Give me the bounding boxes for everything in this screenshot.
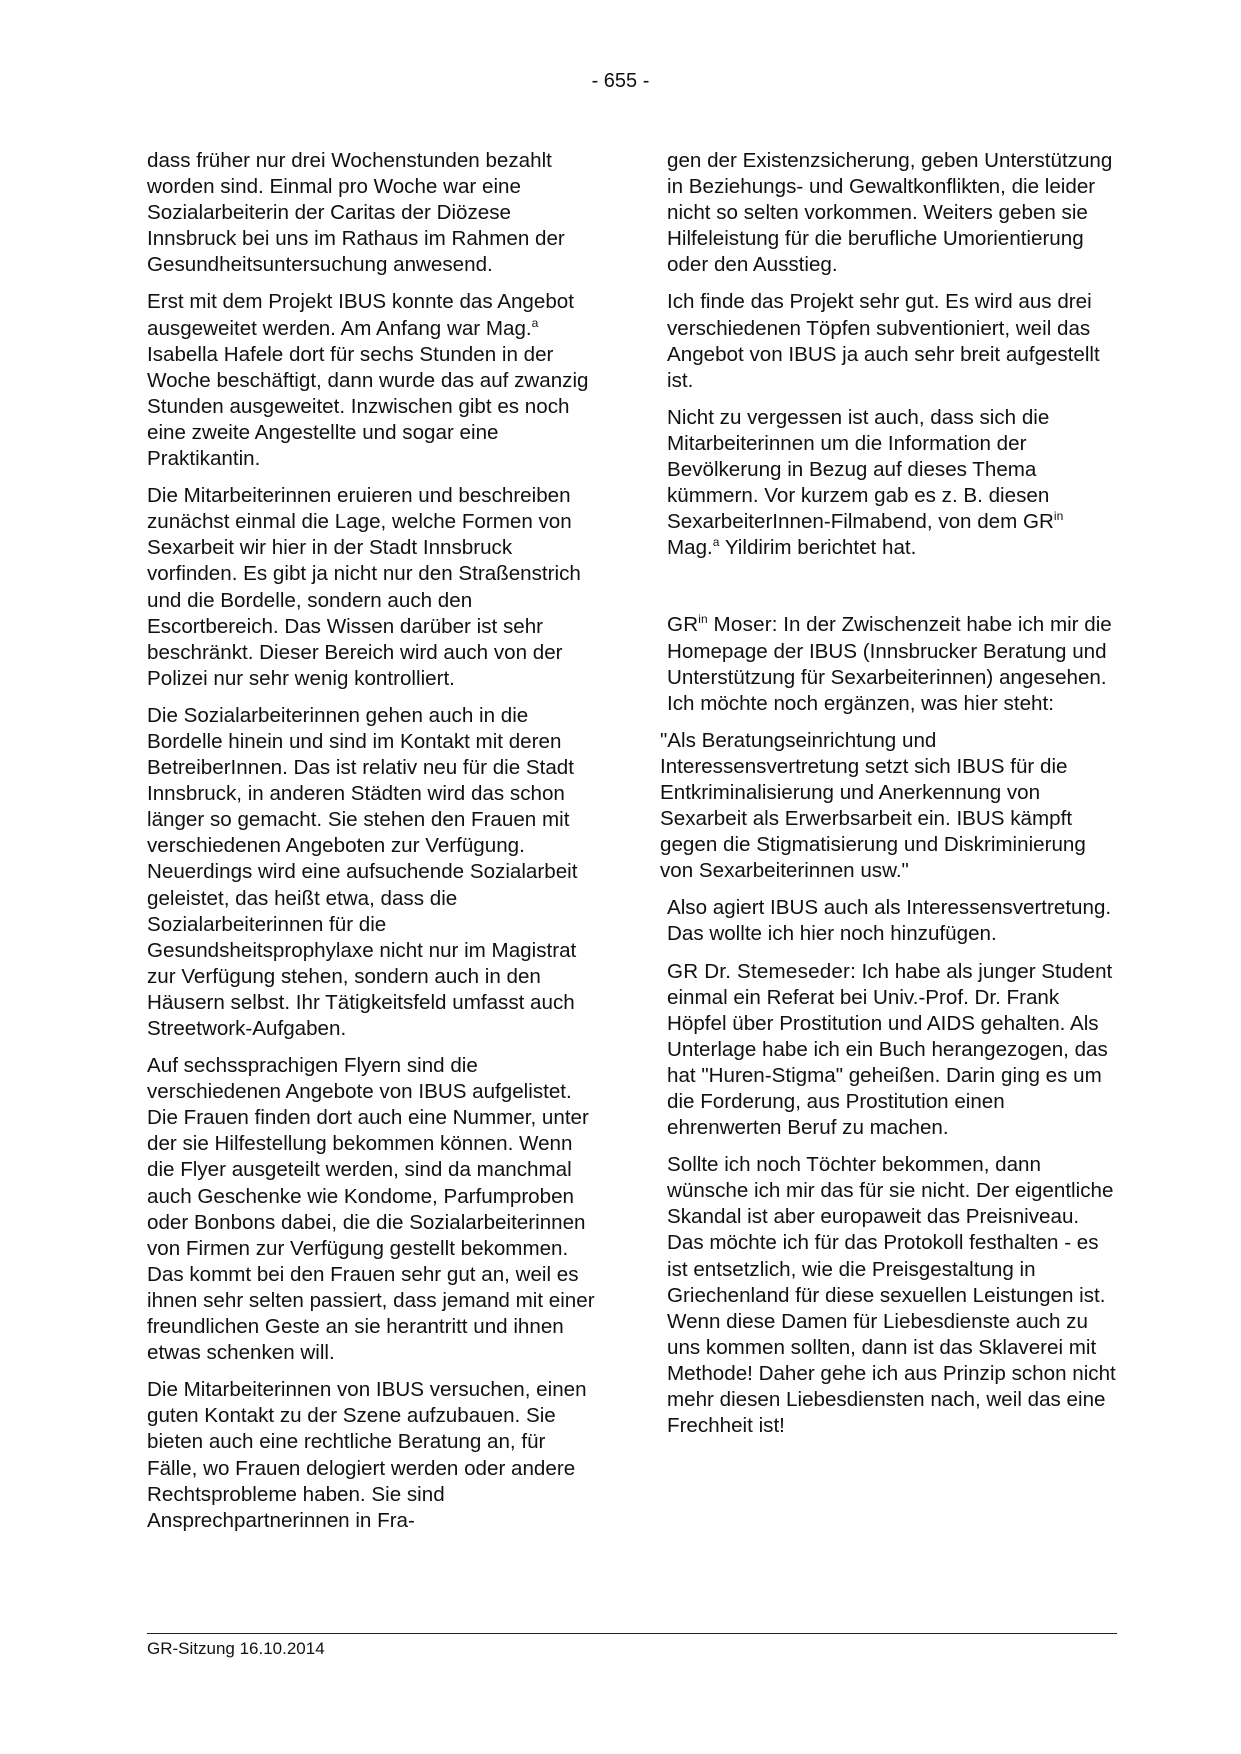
quote-paragraph: "Als Beratungseinrichtung und Interessensvertretung setzt sich IBUS für die Entkriminalisierung und Anerkennung von Sexarbeit als Erwerbsarbeit ein. IBUS kämpft gegen die Stigmatisierung und Diskriminierung von Sexarbeiterinnen usw.": [660, 728, 1086, 883]
paragraph: dass früher nur drei Wochenstunden bezahlt worden sind. Einmal pro Woche war eine Sozialarbeiterin der Caritas der Diözese Innsbruck bei uns im Rathaus im Rahmen der Gesundheitsuntersuchung anwesend.: [147, 149, 565, 277]
text-segment: Mag.: [667, 536, 713, 560]
page-number: - 655 -: [591, 70, 650, 92]
speaker-name: GR: [667, 613, 699, 637]
speech-paragraph: [667, 959, 1119, 1142]
paragraph: Die Mitarbeiterinnen von IBUS versuchen, einen guten Kontakt zu der Szene aufzubauen. Sie bieten auch eine rechtliche Beratung an, für Fälle, wo Frauen delogiert werden oder andere Rechtsprobleme haben. Sie sind Ansprechpartnerinnen in Fra-: [147, 1378, 587, 1532]
superscript: in: [698, 612, 708, 627]
text-segment: Isabella Hafele dort für sechs Stunden in der Woche beschäftigt, dann wurde das auf zwanzig Stunden ausgeweitet. Inzwischen gibt es noch eine zweite Angestellte und sogar eine Praktikantin.: [147, 342, 589, 471]
paragraph: [147, 289, 597, 472]
speaker-name: Moser: [707, 613, 772, 637]
speech-text: : In der Zwischenzeit habe ich mir die Homepage der IBUS (Innsbrucker Beratung und Unterstützung für Sexarbeiterinnen) angesehen. Ich möchte noch ergänzen, was hier steht:: [667, 613, 1112, 715]
paragraph: gen der Existenzsicherung, geben Unterstützung in Beziehungs- und Gewaltkonflikten, die leider nicht so selten vorkommen. Weiters geben sie Hilfeleistung für die berufliche Umorientierung oder den Ausstieg.: [667, 149, 1113, 277]
paragraph: Ich finde das Projekt sehr gut. Es wird aus drei verschiedenen Töpfen subventioniert, weil das Angebot von IBUS ja auch sehr breit aufgestellt ist.: [667, 290, 1100, 392]
paragraph: [667, 405, 1119, 562]
paragraph: Also agiert IBUS auch als Interessensvertretung. Das wollte ich hier noch hinzufügen.: [667, 896, 1112, 946]
superscript: in: [1053, 509, 1064, 524]
speaker-name: GR Dr. Stemeseder: [667, 959, 851, 983]
spacer: [667, 572, 1119, 612]
paragraph: Die Sozialarbeiterinnen gehen auch in die Bordelle hinein und sind im Kontakt mit deren BetreiberInnen. Das ist relativ neu für die Stadt Innsbruck, in anderen Städten wird das schon länger so gemacht. Sie stehen den Frauen mit verschiedenen Angeboten zur Verfügung. Neuerdings wird eine aufsuchende Sozialarbeit geleistet, das heißt etwa, dass die Sozialarbeiterinnen für die Gesundsheitsprophylaxe nicht nur im Magistrat zur Verfügung stehen, sondern auch in den Häusern selbst. Ihr Tätigkeitsfeld umfasst auch Streetwork-Aufgaben.: [147, 703, 578, 1040]
text-segment: Yildirim berichtet hat.: [719, 536, 917, 560]
text-segment: Nicht zu vergessen ist auch, dass sich die Mitarbeiterinnen um die Information der Bevölkerung in Bezug auf dieses Thema kümmern. Vor kurzem gab es z. B. diesen SexarbeiterInnen-Filmabend, von dem GR: [667, 405, 1054, 534]
paragraph: Auf sechssprachigen Flyern sind die verschiedenen Angebote von IBUS aufgelistet. Die Frauen finden dort auch eine Nummer, unter der sie Hilfestellung bekommen können. Wenn die Flyer ausgeteilt werden, sind da manchmal auch Geschenke wie Kondome, Parfumproben oder Bonbons dabei, die die Sozialarbeiterinnen von Firmen zur Verfügung gestellt bekommen. Das kommt bei den Frauen sehr gut an, weil es ihnen sehr selten passiert, dass jemand mit einer freundlichen Geste an sie herantritt und ihnen etwas schenken will.: [147, 1054, 595, 1365]
footer-divider: [147, 1633, 1117, 1634]
left-column: [147, 148, 597, 1545]
right-column: [660, 148, 1119, 1450]
paragraph: Die Mitarbeiterinnen eruieren und beschreiben zunächst einmal die Lage, welche Formen von Sexarbeit wir hier in der Stadt Innsbruck vorfinden. Es gibt ja nicht nur den Straßenstrich und die Bordelle, sondern auch den Escortbereich. Das Wissen darüber ist sehr beschränkt. Dieser Bereich wird auch von der Polizei nur sehr wenig kontrolliert.: [147, 484, 581, 690]
superscript: a: [712, 535, 720, 550]
footer-session-date: GR-Sitzung 16.10.2014: [147, 1639, 325, 1658]
paragraph: Sollte ich noch Töchter bekommen, dann wünsche ich mir das für sie nicht. Der eigentliche Skandal ist aber europaweit das Preisniveau. Das möchte ich für das Protokoll festhalten - es ist entsetzlich, wie die Preisgestaltung in Griechenland für diese sexuellen Leistungen ist. Wenn diese Damen für Liebesdienste auch zu uns kommen sollten, dann ist das Sklaverei mit Methode! Daher gehe ich aus Prinzip schon nicht mehr diesen Liebesdiensten nach, weil das eine Frechheit ist!: [667, 1153, 1116, 1438]
speech-paragraph: [667, 612, 1119, 716]
superscript: a: [531, 315, 539, 330]
speech-text: : Ich habe als junger Student einmal ein Referat bei Univ.-Prof. Dr. Frank Höpfel über Prostitution und AIDS gehalten. Als Unterlage habe ich ein Buch herangezogen, das hat "Huren-Stigma" geheißen. Darin ging es um die Forderung, aus Prostitution einen ehrenwerten Beruf zu machen.: [667, 959, 1113, 1140]
text-segment: Erst mit dem Projekt IBUS konnte das Angebot ausgeweitet werden. Am Anfang war Mag.: [147, 290, 574, 340]
